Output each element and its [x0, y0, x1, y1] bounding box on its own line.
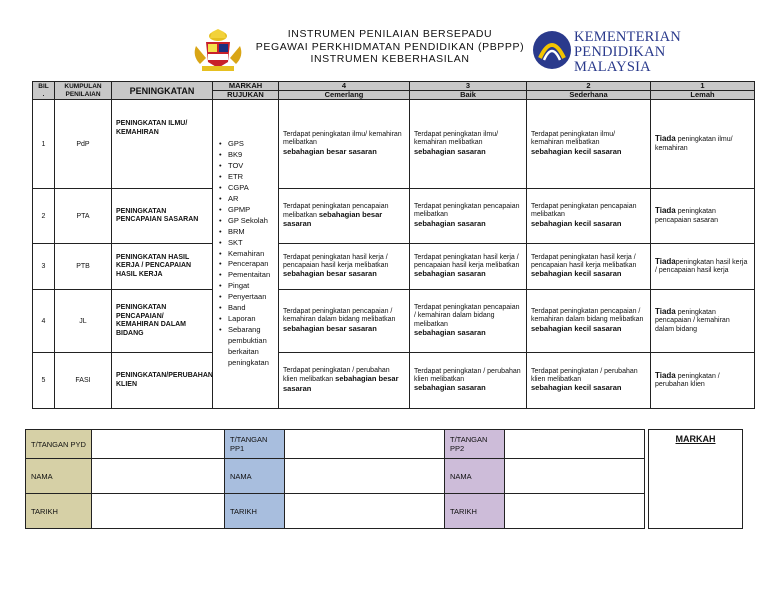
- header-bil: BIL .: [33, 82, 55, 100]
- desc-baik: Terdapat peningkatan ilmu/ kemahiran melibatkan sebahagian sasaran: [410, 100, 527, 189]
- ministry-line-1: KEMENTERIAN: [574, 29, 681, 45]
- header-score-2: 2: [527, 82, 651, 91]
- pp1-signature-field[interactable]: [285, 430, 445, 459]
- desc-cemerlang: Terdapat peningkatan ilmu/ kemahiran melibatkan sebahagian besar sasaran: [279, 100, 410, 189]
- markah-box[interactable]: [648, 429, 743, 529]
- pp1-tarikh-label: TARIKH: [225, 494, 285, 529]
- rubric-item: • Pingat: [219, 281, 276, 292]
- pp2-nama-field[interactable]: [505, 459, 645, 494]
- desc-baik: Terdapat peningkatan pencapaian / kemahiran dalam bidang melibatkan sebahagian sasaran: [410, 290, 527, 353]
- rubric-item: • Pencerapan: [219, 259, 276, 270]
- row-peningkatan: PENINGKATAN HASIL KERJA / PENCAPAIAN HASIL KERJA: [112, 244, 213, 290]
- row-group: PTB: [55, 244, 112, 290]
- header-baik: Baik: [410, 91, 527, 100]
- desc-lemah: Tiada peningkatan pencapaian sasaran: [651, 189, 755, 244]
- pyd-tarikh-field[interactable]: [92, 494, 225, 529]
- pp1-signature-label: T/TANGAN PP1: [225, 430, 285, 459]
- pp1-tarikh-field[interactable]: [285, 494, 445, 529]
- table-row: [33, 290, 755, 353]
- row-group: JL: [55, 290, 112, 353]
- desc-lemah: Tiadapeningkatan hasil kerja / pencapaian hasil kerja: [651, 244, 755, 290]
- pyd-signature-label: T/TANGAN PYD: [26, 430, 92, 459]
- header-markah: MARKAH: [213, 82, 279, 91]
- row-peningkatan: PENINGKATAN ILMU/ KEMAHIRAN: [112, 100, 213, 189]
- pp2-nama-label: NAMA: [445, 459, 505, 494]
- rubric-item: • Laporan: [219, 314, 276, 325]
- ministry-line-2: PENDIDIKAN: [574, 44, 666, 60]
- table-row: [33, 189, 755, 244]
- rubric-item: • TOV: [219, 161, 276, 172]
- header-cemerlang: Cemerlang: [279, 91, 410, 100]
- header-score-4: 4: [279, 82, 410, 91]
- rubric-item: • BK9: [219, 150, 276, 161]
- rubric-item: • BRM: [219, 227, 276, 238]
- desc-baik: Terdapat peningkatan pencapaian melibatkan sebahagian sasaran: [410, 189, 527, 244]
- row-group: PTA: [55, 189, 112, 244]
- coat-of-arms-icon: [190, 28, 246, 74]
- desc-cemerlang: Terdapat peningkatan hasil kerja / pencapaian hasil kerja melibatkan sebahagian besar sasaran: [279, 244, 410, 290]
- rubric-item: • GPS: [219, 139, 276, 150]
- header-lemah: Lemah: [651, 91, 755, 100]
- pyd-nama-field[interactable]: [92, 459, 225, 494]
- pp2-signature-label: T/TANGAN PP2: [445, 430, 505, 459]
- title-line-3: INSTRUMEN KEBERHASILAN: [310, 53, 470, 65]
- desc-sederhana: Terdapat peningkatan / perubahan klien melibatkan sebahagian kecil sasaran: [527, 353, 651, 409]
- desc-baik: Terdapat peningkatan / perubahan klien melibatkan sebahagian sasaran: [410, 353, 527, 409]
- rubric-item: • Sebarang pembuktian berkaitan peningkatan: [219, 325, 276, 369]
- desc-lemah: Tiada peningkatan / perubahan klien: [651, 353, 755, 409]
- rubric-item: • GPMP: [219, 205, 276, 216]
- pp1-nama-label: NAMA: [225, 459, 285, 494]
- pp2-tarikh-label: TARIKH: [445, 494, 505, 529]
- title-line-1: INSTRUMEN PENILAIAN BERSEPADU: [287, 28, 493, 40]
- desc-baik: Terdapat peningkatan hasil kerja / pencapaian hasil kerja melibatkan sebahagian sasaran: [410, 244, 527, 290]
- rubric-item: • GP Sekolah: [219, 216, 276, 227]
- table-row: [33, 244, 755, 290]
- row-number: 2: [33, 189, 55, 244]
- ministry-line-3: MALAYSIA: [574, 59, 651, 75]
- rubric-item: • Band: [219, 303, 276, 314]
- row-group: FASI: [55, 353, 112, 409]
- desc-sederhana: Terdapat peningkatan hasil kerja / pencapaian hasil kerja melibatkan sebahagian kecil sasaran: [527, 244, 651, 290]
- desc-sederhana: Terdapat peningkatan ilmu/ kemahiran melibatkan sebahagian kecil sasaran: [527, 100, 651, 189]
- header-kumpulan: KUMPULAN PENILAIAN: [55, 82, 112, 100]
- signature-table: [25, 429, 645, 529]
- pyd-signature-field[interactable]: [92, 430, 225, 459]
- pyd-tarikh-label: TARIKH: [26, 494, 92, 529]
- pp1-nama-field[interactable]: [285, 459, 445, 494]
- row-number: 3: [33, 244, 55, 290]
- row-group: PdP: [55, 100, 112, 189]
- desc-lemah: Tiada peningkatan ilmu/ kemahiran: [651, 100, 755, 189]
- header-rujukan: RUJUKAN: [213, 91, 279, 100]
- pp2-tarikh-field[interactable]: [505, 494, 645, 529]
- desc-sederhana: Terdapat peningkatan pencapaian / kemahiran dalam bidang melibatkan sebahagian kecil sasaran: [527, 290, 651, 353]
- rubric-item: • Kemahiran: [219, 249, 276, 260]
- row-number: 4: [33, 290, 55, 353]
- pp2-signature-field[interactable]: [505, 430, 645, 459]
- rubric-item: • CGPA: [219, 183, 276, 194]
- document-title: [250, 28, 530, 66]
- desc-sederhana: Terdapat peningkatan pencapaian melibatkan sebahagian kecil sasaran: [527, 189, 651, 244]
- table-row: [33, 100, 755, 189]
- assessment-table: [32, 81, 755, 409]
- rubric-item: • Pementaitan: [219, 270, 276, 281]
- desc-cemerlang: Terdapat peningkatan pencapaian / kemahiran dalam bidang melibatkan sebahagian besar sasaran: [279, 290, 410, 353]
- row-peningkatan: PENINGKATAN/PERUBAHAN KLIEN: [112, 353, 213, 409]
- rubric-item: • SKT: [219, 238, 276, 249]
- header-sederhana: Sederhana: [527, 91, 651, 100]
- title-line-2: PEGAWAI PERKHIDMATAN PENDIDIKAN (PBPPP): [255, 40, 525, 53]
- table-row: [33, 353, 755, 409]
- rubric-item: • AR: [219, 194, 276, 205]
- pyd-nama-label: NAMA: [26, 459, 92, 494]
- header-peningkatan: PENINGKATAN: [112, 82, 213, 100]
- row-number: 5: [33, 353, 55, 409]
- rubric-item: • Penyertaan: [219, 292, 276, 303]
- markah-label: MARKAH: [675, 434, 716, 444]
- row-peningkatan: PENINGKATAN PENCAPAIAN SASARAN: [112, 189, 213, 244]
- rubric-item: • ETR: [219, 172, 276, 183]
- ministry-name: [574, 30, 681, 75]
- desc-cemerlang: Terdapat peningkatan / perubahan klien melibatkan sebahagian besar sasaran: [279, 353, 410, 409]
- header-score-1: 1: [651, 82, 755, 91]
- row-number: 1: [33, 100, 55, 189]
- desc-lemah: Tiada peningkatan pencapaian / kemahiran dalam bidang: [651, 290, 755, 353]
- header-score-3: 3: [410, 82, 527, 91]
- desc-cemerlang: Terdapat peningkatan pencapaian melibatkan sebahagian besar sasaran: [279, 189, 410, 244]
- row-peningkatan: PENINGKATAN PENCAPAIAN/ KEMAHIRAN DALAM BIDANG: [112, 290, 213, 353]
- rubric-references: [213, 100, 279, 409]
